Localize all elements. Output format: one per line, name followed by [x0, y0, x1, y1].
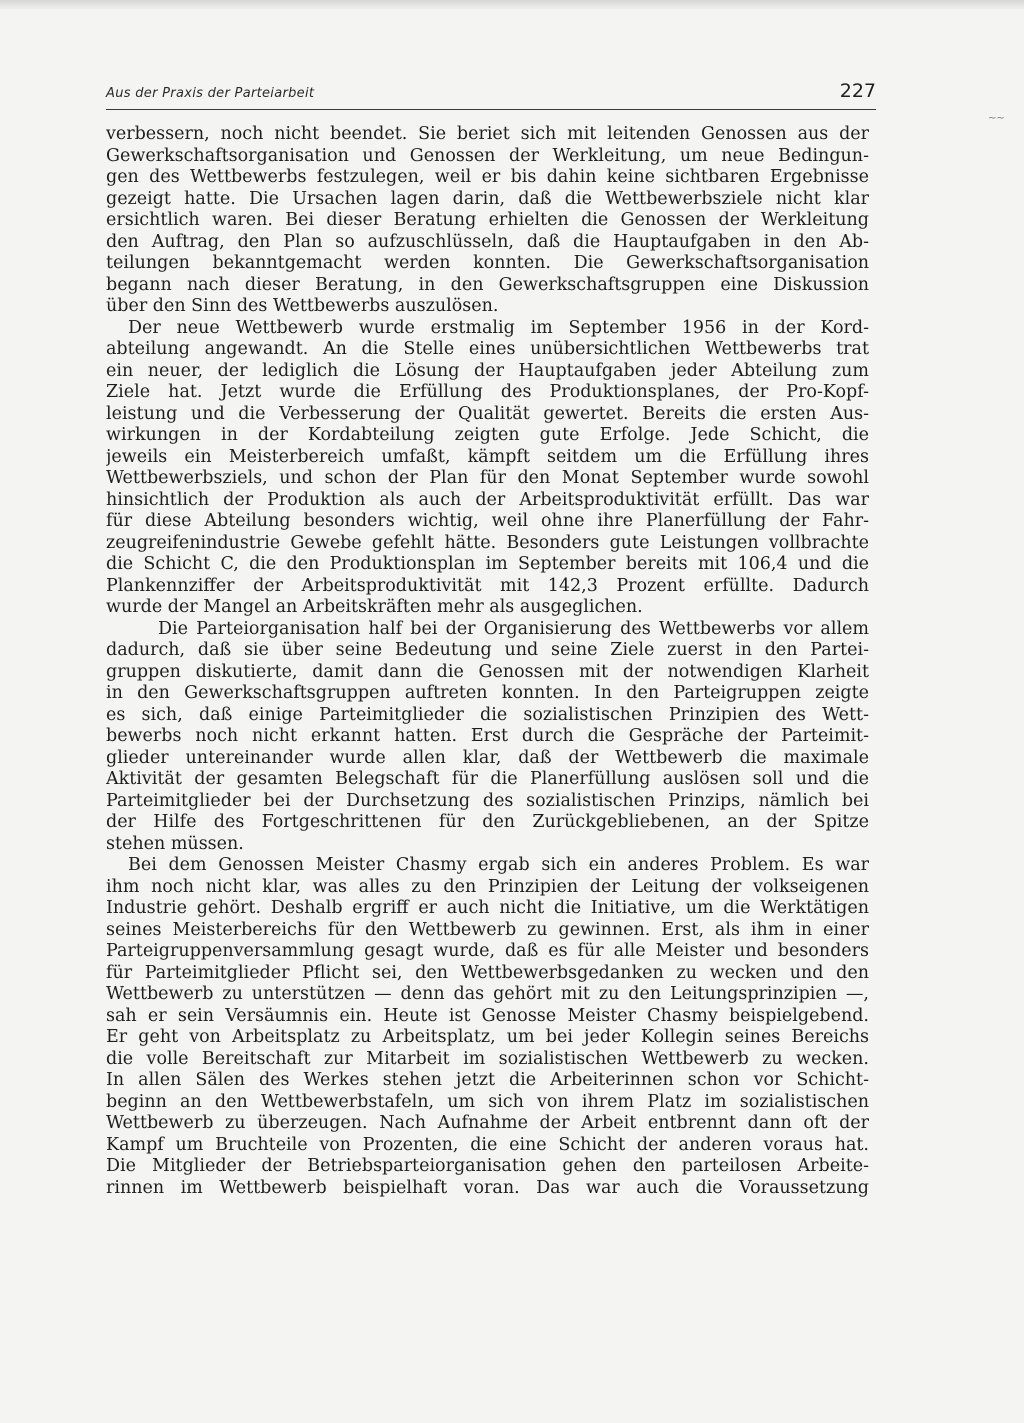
text-line: Er geht von Arbeitsplatz zu Arbeitsplatz, um bei jeder Kollegin seines Bereichs — [106, 1027, 869, 1047]
text-line: hinsichtlich der Produktion als auch der Arbeitsproduktivität erfüllt. Das war — [106, 489, 869, 510]
text-line: in den Gewerkschaftsgruppen auftreten konnten. In den Parteigruppen zeigte — [106, 683, 869, 703]
text-line: die volle Bereitschaft zur Mitarbeit im sozialistischen Wettbewerb zu wecken. — [106, 1048, 869, 1069]
paragraph-3 — [106, 619, 869, 856]
text-line: wirkungen in der Kordabteilung zeigten gute Erfolge. Jede Schicht, die — [106, 425, 869, 445]
text-line: abteilung angewandt. An die Stelle eines unübersichtlichen Wettbewerbs trat — [106, 339, 869, 359]
text-line: Die Parteiorganisation half bei der Organisierung des Wettbewerbs vor allem — [158, 618, 869, 639]
margin-mark: ~~ — [988, 113, 1005, 124]
text-line: die Schicht C, die den Produktionsplan im September bereits mit 106,4 und die — [106, 554, 869, 574]
text-line: Parteigruppenversammlung gesagt wurde, daß es für alle Meister und besonders — [106, 941, 869, 961]
text-line: jeweils ein Meisterbereich umfaßt, kämpft seitdem um die Erfüllung ihres — [106, 446, 869, 467]
text-line: den Auftrag, den Plan so aufzuschlüsseln, daß die Hauptaufgaben in den Ab- — [106, 231, 869, 252]
text-line: es sich, daß einige Parteimitglieder die sozialistischen Prinzipien des Wett- — [106, 704, 869, 725]
text-line: Wettbewerb zu unterstützen — denn das gehört mit zu den Leitungsprinzipien —, — [106, 984, 869, 1004]
text-line: Bei dem Genossen Meister Chasmy ergab sich ein anderes Problem. Es war — [128, 855, 869, 875]
paragraph-4 — [106, 855, 869, 1199]
text-line: stehen müssen. — [106, 833, 244, 854]
text-line: ersichtlich waren. Bei dieser Beratung erhielten die Genossen der Werkleitung — [106, 210, 869, 230]
text-line: Wettbewerbsziels, und schon der Plan für den Monat September wurde sowohl — [106, 468, 869, 488]
running-head: Aus der Praxis der Parteiarbeit — [106, 86, 315, 101]
text-line: beginn an den Wettbewerbstafeln, um sich von ihrem Platz im sozialistischen — [106, 1091, 869, 1112]
text-line: begann nach dieser Beratung, in den Gewerkschaftsgruppen eine Diskussion — [106, 274, 869, 295]
text-line: zeugreifenindustrie Gewebe gefehlt hätte. Besonders gute Leistungen vollbrachte — [106, 532, 869, 553]
text-line: Parteimitglieder bei der Durchsetzung des sozialistischen Prinzips, nämlich bei — [106, 790, 869, 811]
page-header — [106, 80, 876, 110]
text-line: Der neue Wettbewerb wurde erstmalig im September 1956 in der Kord- — [128, 317, 869, 338]
text-line: Kampf um Bruchteile von Prozenten, die eine Schicht der anderen voraus hat. — [106, 1134, 869, 1155]
text-line: gruppen diskutierte, damit dann die Genossen mit der notwendigen Klarheit — [106, 661, 869, 682]
text-line: Industrie gehört. Deshalb ergriff er auch nicht die Initiative, um die Werktätigen — [106, 898, 869, 918]
body-text — [106, 124, 869, 1199]
text-line: gen des Wettbewerbs festzulegen, weil er bis dahin keine sichtbaren Ergebnisse — [106, 167, 869, 187]
scan-top-edge — [0, 0, 1024, 9]
text-line: seines Meisterbereichs für den Wettbewerb zu gewinnen. Erst, als ihm in einer — [106, 919, 869, 940]
text-line: Ziele hat. Jetzt wurde die Erfüllung des Produktionsplanes, der Pro-Kopf- — [106, 382, 869, 402]
text-line: Plankennziffer der Arbeitsproduktivität mit 142,3 Prozent erfüllte. Dadurch — [106, 575, 869, 596]
text-line: der Hilfe des Fortgeschrittenen für den Zurückgebliebenen, an der Spitze — [106, 812, 869, 832]
text-line: Aktivität der gesamten Belegschaft für die Planerfüllung auslösen soll und die — [106, 769, 869, 789]
text-line: leistung und die Verbesserung der Qualität gewertet. Bereits die ersten Aus- — [106, 403, 869, 424]
text-line: für Parteimitglieder Pflicht sei, den Wettbewerbsgedanken zu wecken und den — [106, 962, 869, 983]
text-line: teilungen bekanntgemacht werden konnten. Die Gewerkschaftsorganisation — [106, 253, 869, 273]
text-line: rinnen im Wettbewerb beispielhaft voran. Das war auch die Voraussetzung — [106, 1177, 869, 1198]
paragraph-2 — [106, 318, 869, 619]
text-line: über den Sinn des Wettbewerbs auszulösen. — [106, 296, 499, 316]
page-number: 227 — [839, 80, 876, 102]
text-line: für diese Abteilung besonders wichtig, weil ohne ihre Planerfüllung der Fahr- — [106, 511, 869, 531]
text-line: Wettbewerb zu überzeugen. Nach Aufnahme der Arbeit entbrennt dann oft der — [106, 1113, 869, 1133]
text-line: bewerbs noch nicht erkannt hatten. Erst durch die Gespräche der Parteimit- — [106, 726, 869, 746]
text-line: glieder untereinander wurde allen klar, daß der Wettbewerb die maximale — [106, 747, 869, 768]
text-line: verbessern, noch nicht beendet. Sie beriet sich mit leitenden Genossen aus der — [106, 124, 869, 144]
text-line: Die Mitglieder der Betriebsparteiorganisation gehen den parteilosen Arbeite- — [106, 1156, 869, 1176]
paragraph-1 — [106, 124, 869, 318]
text-line: dadurch, daß sie über seine Bedeutung und seine Ziele zuerst in den Partei- — [106, 640, 869, 660]
header-rule — [106, 109, 876, 110]
text-line: In allen Sälen des Werkes stehen jetzt die Arbeiterinnen schon vor Schicht- — [106, 1070, 869, 1090]
text-line: gezeigt hatte. Die Ursachen lagen darin, daß die Wettbewerbsziele nicht klar — [106, 188, 869, 209]
text-line: sah er sein Versäumnis ein. Heute ist Genosse Meister Chasmy beispielgebend. — [106, 1005, 869, 1026]
text-line: ein neuer, der lediglich die Lösung der Hauptaufgaben jeder Abteilung zum — [106, 360, 869, 381]
text-line: ihm noch nicht klar, was alles zu den Prinzipien der Leitung der volkseigenen — [106, 876, 869, 897]
text-line: wurde der Mangel an Arbeitskräften mehr als ausgeglichen. — [106, 597, 643, 617]
text-line: Gewerkschaftsorganisation und Genossen der Werkleitung, um neue Bedingun- — [106, 145, 869, 166]
